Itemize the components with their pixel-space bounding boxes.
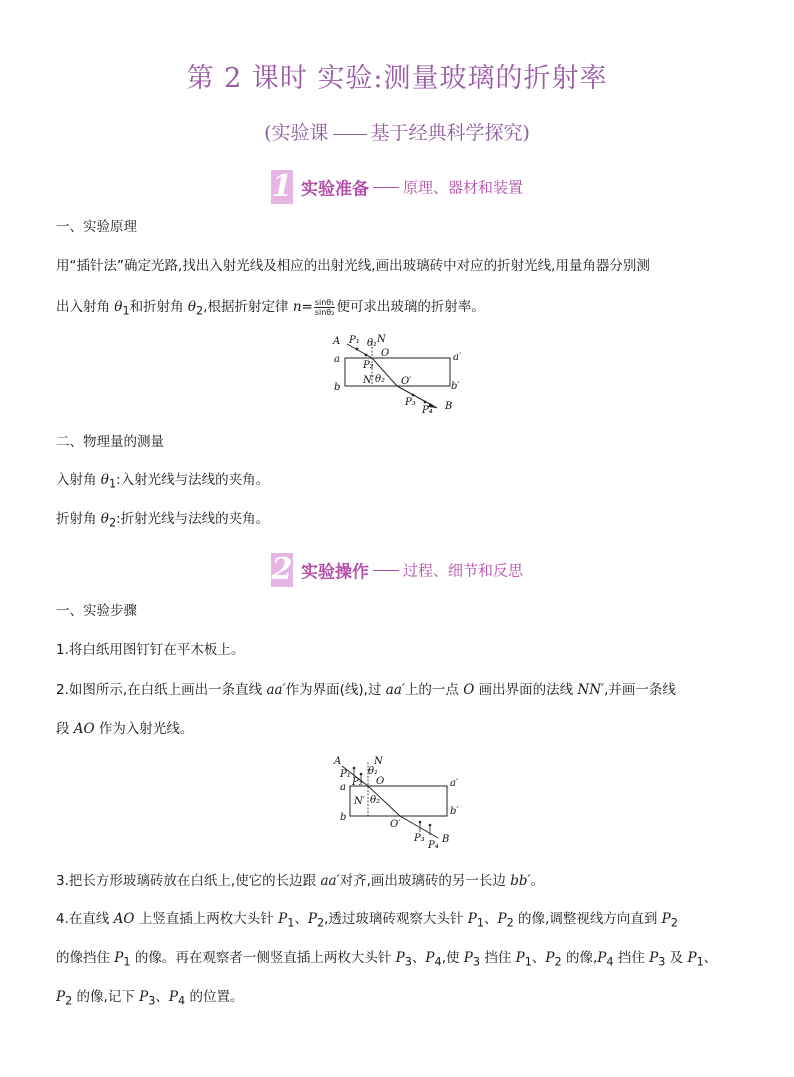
principle-paragraph-1: 用“插针法”确定光路,找出入射光线及相应的出射光线,画出玻璃砖中对应的折射光线,用量角器分别测 (56, 258, 650, 274)
label-b-prime: b′ (451, 381, 460, 392)
label-P1: P₁ (340, 769, 351, 780)
label-P4: P₄ (428, 840, 439, 851)
step-1: 1.将白纸用图钉钉在平木板上。 (56, 642, 245, 658)
step-2-line-1: 2.如图所示,在白纸上画出一条直线 aa′作为界面(线),过 aa′上的一点 O 画出界面的法线 NN′,并画一条线 (56, 682, 676, 698)
label-b: b (340, 812, 347, 823)
incident-angle-definition: 入射角 $\theta_1$:入射光线与法线的夹角。 (56, 472, 270, 491)
label-P4: P₄ (422, 405, 433, 416)
label-P2: P₂ (363, 360, 374, 371)
label-A: A (334, 756, 342, 767)
subtitle-left: (实验课 (264, 122, 329, 144)
heading-measurement: 二、物理量的测量 (56, 434, 164, 450)
heading-steps: 一、实验步骤 (56, 603, 137, 619)
section-number-1: 1 (271, 169, 293, 204)
label-P3: P₃ (405, 397, 416, 408)
subtitle-right: 基于经典科学探究) (370, 122, 530, 144)
label-P1: P₁ (349, 335, 360, 346)
pin-p3 (412, 394, 415, 397)
refraction-diagram-1 (325, 332, 475, 416)
section-header-1 (0, 170, 794, 210)
label-P3: P₃ (414, 833, 425, 844)
glass-block (345, 358, 450, 386)
step-4-line-2: 的像挡住 $P_1$ 的像。再在观察者一侧竖直插上两枚大头针 $P_3$、$P_4$,使 $P_3$ 挡住 $P_1$、$P_2$ 的像$,P_4$ 挡住 $P_3$ 及 $P_1$、 (56, 950, 718, 969)
label-N: N (374, 756, 383, 767)
pin-p1 (356, 348, 359, 351)
principle-paragraph-2: 出入射角 $\theta_1$和折射角 $\theta_2$,根据折射定律 n= $\frac{\text{sinθ₁}}{\text{sinθ₂}}$ 便可求出玻璃的折射率。 (56, 297, 485, 318)
page-subtitle (0, 118, 794, 145)
refraction-angle-definition: 折射角 $\theta_2$:折射光线与法线的夹角。 (56, 511, 270, 530)
section-divider-2 (373, 570, 399, 571)
label-B: B (445, 401, 453, 412)
label-B: B (442, 834, 450, 845)
label-N-prime: N′ (354, 796, 366, 807)
label-theta1: θ₁ (367, 338, 378, 349)
section-title-2: 实验操作 (300, 562, 369, 583)
heading-principle: 一、实验原理 (56, 219, 137, 235)
pin-p4 (424, 401, 427, 404)
refraction-formula: $\frac{\text{sinθ₁}}{\text{sinθ₂}}$ (314, 297, 335, 317)
section-divider-1 (373, 187, 399, 188)
section-subtitle-1: 原理、器材和装置 (402, 178, 523, 197)
label-theta1: θ₁ (368, 766, 379, 777)
label-theta2: θ₂ (375, 374, 386, 385)
section-title-1: 实验准备 (300, 179, 369, 200)
label-theta2: θ₂ (370, 795, 381, 806)
label-O: O (381, 348, 390, 359)
subtitle-dash (333, 134, 367, 135)
pin-p2 (365, 354, 368, 357)
label-O-prime: O′ (401, 376, 412, 387)
label-a: a (334, 354, 340, 365)
label-b-prime: b′ (450, 806, 459, 817)
label-a-prime: a′ (450, 778, 459, 789)
step-3: 3.把长方形玻璃砖放在白纸上,使它的长边跟 aa′对齐,画出玻璃砖的另一长边 bb′。 (56, 873, 545, 889)
label-O: O (376, 776, 385, 787)
section-number-2: 2 (271, 552, 293, 587)
label-N: N (377, 334, 386, 345)
label-a: a (340, 782, 346, 793)
step-4-line-1: 4.在直线 AO 上竖直插上两枚大头针 $P_1$、$P_2$,透过玻璃砖观察大头针 $P_1$、$P_2$ 的像,调整视线方向直到 $P_2$ (56, 911, 678, 930)
label-P2: P₂ (352, 777, 363, 788)
step-4-line-3: $P_2$ 的像,记下 $P_3$、$P_4$ 的位置。 (56, 989, 244, 1008)
section-subtitle-2: 过程、细节和反思 (402, 561, 523, 580)
label-a-prime: a′ (453, 352, 462, 363)
label-b: b (334, 382, 341, 393)
label-N-prime: N′ (363, 375, 375, 386)
section-header-2 (0, 553, 794, 593)
label-O-prime: O′ (390, 819, 401, 830)
step-2-line-2: 段 AO 作为入射光线。 (56, 721, 194, 737)
label-A: A (333, 336, 341, 347)
refraction-diagram-2 (330, 752, 470, 852)
page-title: 第 2 课时 实验:测量玻璃的折射率 (186, 63, 608, 94)
